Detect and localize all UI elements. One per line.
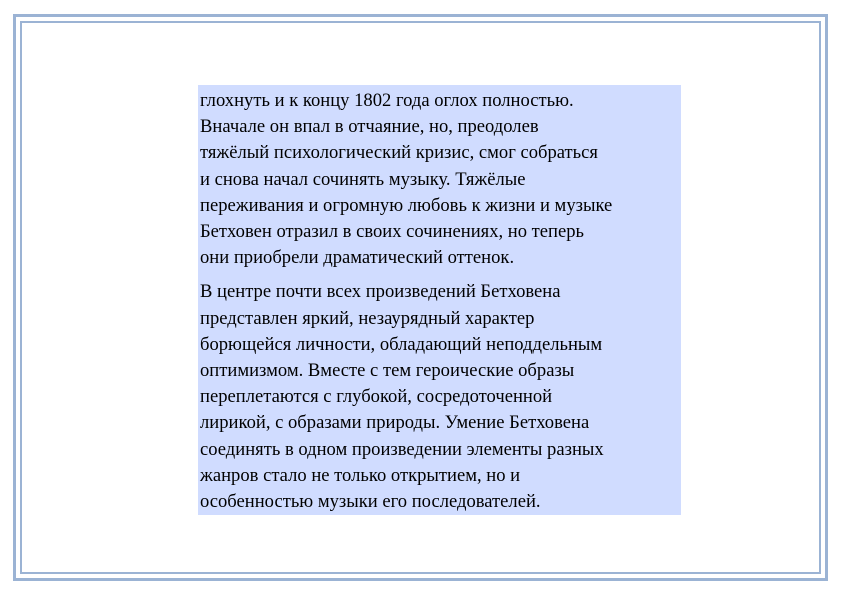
text-line: и снова начал сочинять музыку. Тяжёлые [200, 168, 526, 190]
text-line: жанров стало не только открытием, но и [200, 464, 521, 486]
text-line: глохнуть и к концу 1802 года оглох полностью. [200, 90, 574, 111]
paragraph-1 [200, 88, 679, 271]
text-line: они приобрели драматический оттенок. [200, 247, 515, 269]
text-line: Бетховен отразил в своих сочинениях, но теперь [200, 221, 585, 243]
text-line: особенностью музыки его последователей. [200, 491, 541, 513]
text-line: Вначале он впал в отчаяние, но, преодолев [200, 116, 539, 138]
text-line: переживания и огромную любовь к жизни и музыке [200, 194, 613, 216]
text-line: переплетаются с глубокой, сосредоточенной [200, 386, 553, 408]
text-line: лирикой, с образами природы. Умение Бетховена [200, 412, 590, 434]
text-line: тяжёлый психологический кризис, смог собраться [200, 142, 598, 164]
text-line: борющейся личности, обладающий неподдельным [200, 333, 603, 355]
paragraph-2 [200, 279, 679, 515]
text-box [198, 85, 681, 515]
text-line: В центре почти всех произведений Бетховена [200, 281, 561, 303]
text-line: представлен яркий, незаурядный характер [200, 307, 535, 329]
text-line: оптимизмом. Вместе с тем героические образы [200, 360, 575, 382]
text-line: соединять в одном произведении элементы разных [200, 438, 604, 460]
